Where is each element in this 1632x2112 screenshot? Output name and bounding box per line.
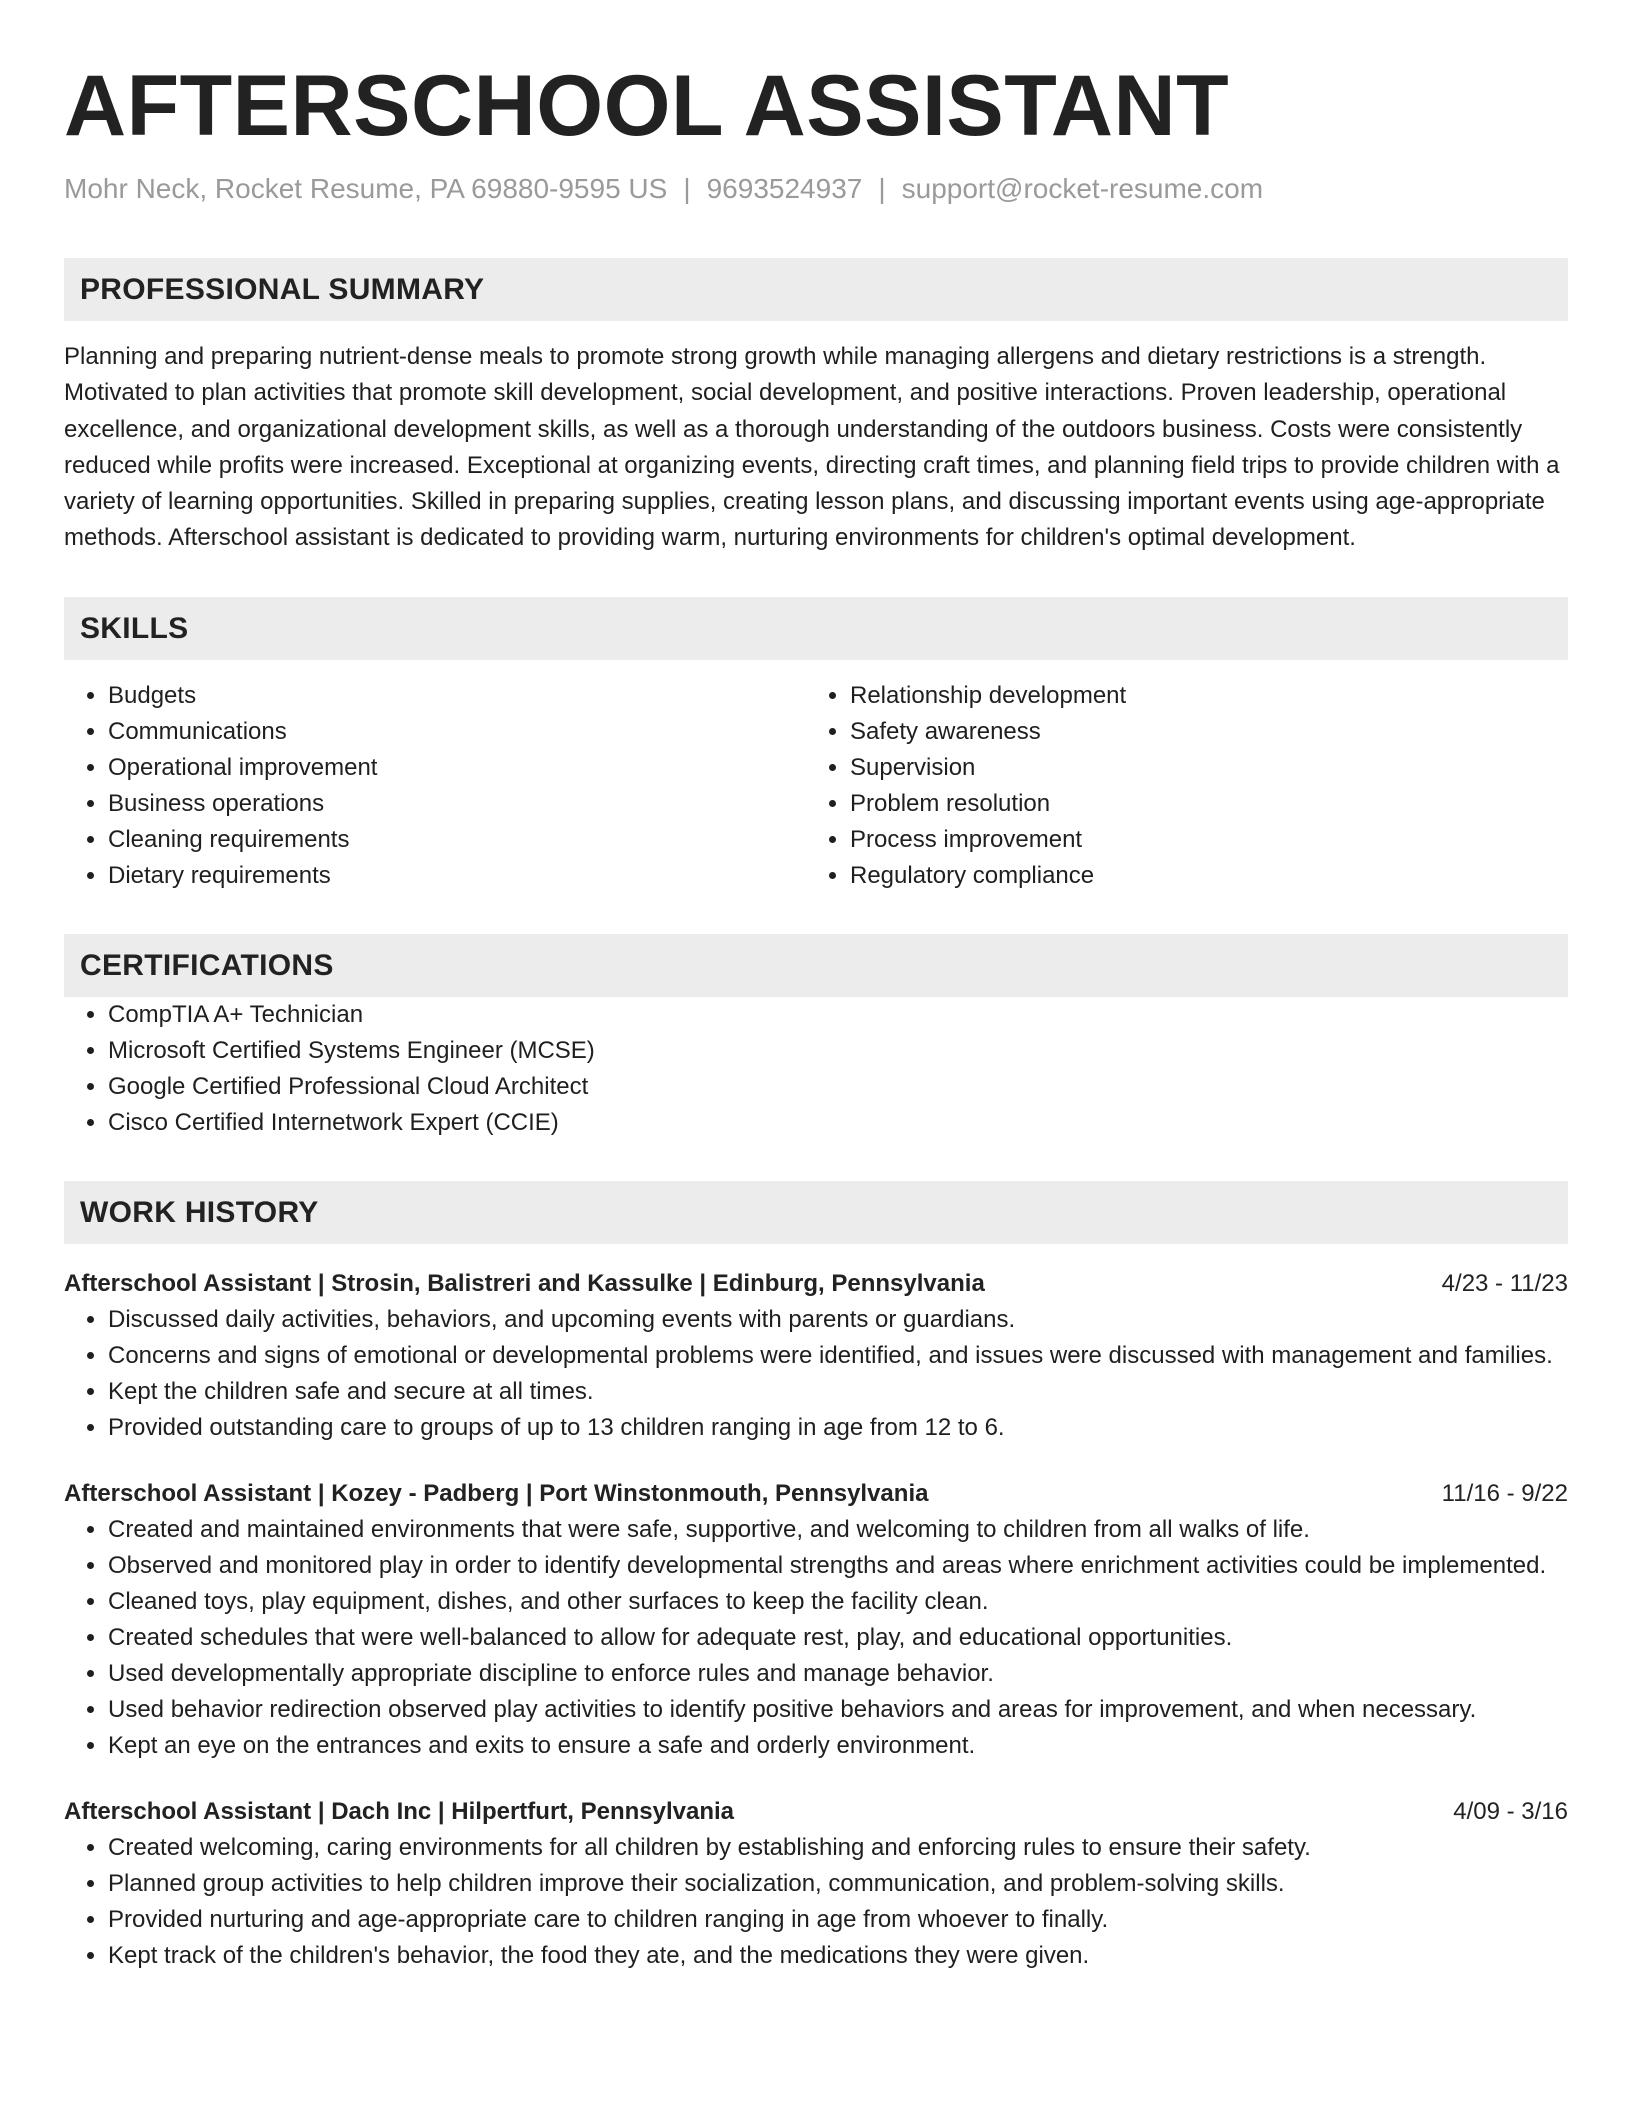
summary-text: Planning and preparing nutrient-dense meals to promote strong growth while managing allergens and dietary restrictions is a strength. Motivated to plan activities that promote skill development, social development, and positive interactions. Proven leadership, operational excellence, and organizational development skills, as well as a thorough understanding of the outdoors business. Costs were consistently reduced while profits were increased. Exceptional at organizing events, directing craft times, and planning field trips to provide children with a variety of learning opportunities. Skilled in preparing supplies, creating lesson plans, and discussing important events using age-appropriate methods. Afterschool assistant is dedicated to providing warm, nurturing environments for children's optimal development. bbox=[64, 343, 1560, 552]
job-bullet: • Planned group activities to help children improve their socialization, communication, and problem-solving skills. bbox=[108, 1866, 1568, 1902]
section-heading-skills: SKILLS bbox=[64, 597, 1568, 660]
job-bullet: • Used developmentally appropriate discipline to enforce rules and manage behavior. bbox=[108, 1656, 1568, 1692]
contact-separator: | bbox=[878, 173, 886, 204]
job-title: Afterschool Assistant | Strosin, Balistreri and Kassulke | Edinburg, Pennsylvania bbox=[64, 1269, 985, 1297]
job-entry bbox=[64, 1794, 1568, 1974]
certification-item: • Google Certified Professional Cloud Architect bbox=[108, 1069, 1568, 1105]
skills-column-right bbox=[806, 678, 1548, 894]
job-title: Afterschool Assistant | Kozey - Padberg | Port Winstonmouth, Pennsylvania bbox=[64, 1479, 929, 1507]
job-bullet: • Cleaned toys, play equipment, dishes, and other surfaces to keep the facility clean. bbox=[108, 1584, 1568, 1620]
job-header bbox=[64, 1476, 1568, 1512]
job-bullets bbox=[64, 1512, 1568, 1764]
job-bullet: • Provided outstanding care to groups of up to 13 children ranging in age from 12 to 6. bbox=[108, 1410, 1568, 1446]
skill-item: • Supervision bbox=[850, 750, 1548, 786]
skill-item: • Business operations bbox=[108, 786, 806, 822]
job-header bbox=[64, 1266, 1568, 1302]
skill-item: • Communications bbox=[108, 714, 806, 750]
contact-line bbox=[64, 172, 1568, 206]
skills-column-left bbox=[64, 678, 806, 894]
section-heading-certifications: CERTIFICATIONS bbox=[64, 934, 1568, 997]
contact-phone: 9693524937 bbox=[706, 173, 863, 204]
job-bullet: • Created welcoming, caring environments for all children by establishing and enforcing rules to ensure their safety. bbox=[108, 1830, 1568, 1866]
job-dates: 4/23 - 11/23 bbox=[1441, 1269, 1568, 1297]
job-bullet: • Kept track of the children's behavior, the food they ate, and the medications they were given. bbox=[108, 1938, 1568, 1974]
certifications-list bbox=[64, 997, 1568, 1141]
contact-address: Mohr Neck, Rocket Resume, PA 69880-9595 US bbox=[64, 173, 668, 204]
job-dates: 4/09 - 3/16 bbox=[1453, 1797, 1568, 1825]
skill-item: • Operational improvement bbox=[108, 750, 806, 786]
job-bullet: • Concerns and signs of emotional or developmental problems were identified, and issues were discussed with management and families. bbox=[108, 1338, 1568, 1374]
contact-separator: | bbox=[683, 173, 691, 204]
skill-item: • Cleaning requirements bbox=[108, 822, 806, 858]
job-bullet: • Observed and monitored play in order to identify developmental strengths and areas where enrichment activities could be implemented. bbox=[108, 1548, 1568, 1584]
skill-item: • Dietary requirements bbox=[108, 858, 806, 894]
skills-list bbox=[64, 678, 1568, 894]
job-bullet: • Discussed daily activities, behaviors, and upcoming events with parents or guardians. bbox=[108, 1302, 1568, 1338]
skill-item: • Process improvement bbox=[850, 822, 1548, 858]
job-bullet: • Kept the children safe and secure at all times. bbox=[108, 1374, 1568, 1410]
skill-item: • Safety awareness bbox=[850, 714, 1548, 750]
skill-item: • Regulatory compliance bbox=[850, 858, 1548, 894]
resume-name: AFTERSCHOOL ASSISTANT bbox=[64, 58, 1230, 154]
certification-item: • Microsoft Certified Systems Engineer (MCSE) bbox=[108, 1033, 1568, 1069]
job-bullet: • Kept an eye on the entrances and exits to ensure a safe and orderly environment. bbox=[108, 1728, 1568, 1764]
certification-item: • Cisco Certified Internetwork Expert (CCIE) bbox=[108, 1105, 1568, 1141]
job-bullet: • Created schedules that were well-balanced to allow for adequate rest, play, and educational opportunities. bbox=[108, 1620, 1568, 1656]
contact-email: support@rocket-resume.com bbox=[901, 173, 1264, 204]
job-bullet: • Created and maintained environments that were safe, supportive, and welcoming to children from all walks of life. bbox=[108, 1512, 1568, 1548]
job-title: Afterschool Assistant | Dach Inc | Hilpertfurt, Pennsylvania bbox=[64, 1797, 735, 1825]
section-heading-work-history: WORK HISTORY bbox=[64, 1181, 1568, 1244]
skill-item: • Budgets bbox=[108, 678, 806, 714]
job-bullets bbox=[64, 1302, 1568, 1446]
job-bullets bbox=[64, 1830, 1568, 1974]
section-heading-summary: PROFESSIONAL SUMMARY bbox=[64, 258, 1568, 321]
job-bullet: • Provided nurturing and age-appropriate care to children ranging in age from whoever to finally. bbox=[108, 1902, 1568, 1938]
skill-item: • Relationship development bbox=[850, 678, 1548, 714]
job-bullet: • Used behavior redirection observed play activities to identify positive behaviors and areas for improvement, and when necessary. bbox=[108, 1692, 1568, 1728]
job-dates: 11/16 - 9/22 bbox=[1441, 1479, 1568, 1507]
skill-item: • Problem resolution bbox=[850, 786, 1548, 822]
job-entry bbox=[64, 1476, 1568, 1764]
job-entry bbox=[64, 1266, 1568, 1446]
certification-item: • CompTIA A+ Technician bbox=[108, 997, 1568, 1033]
job-header bbox=[64, 1794, 1568, 1830]
